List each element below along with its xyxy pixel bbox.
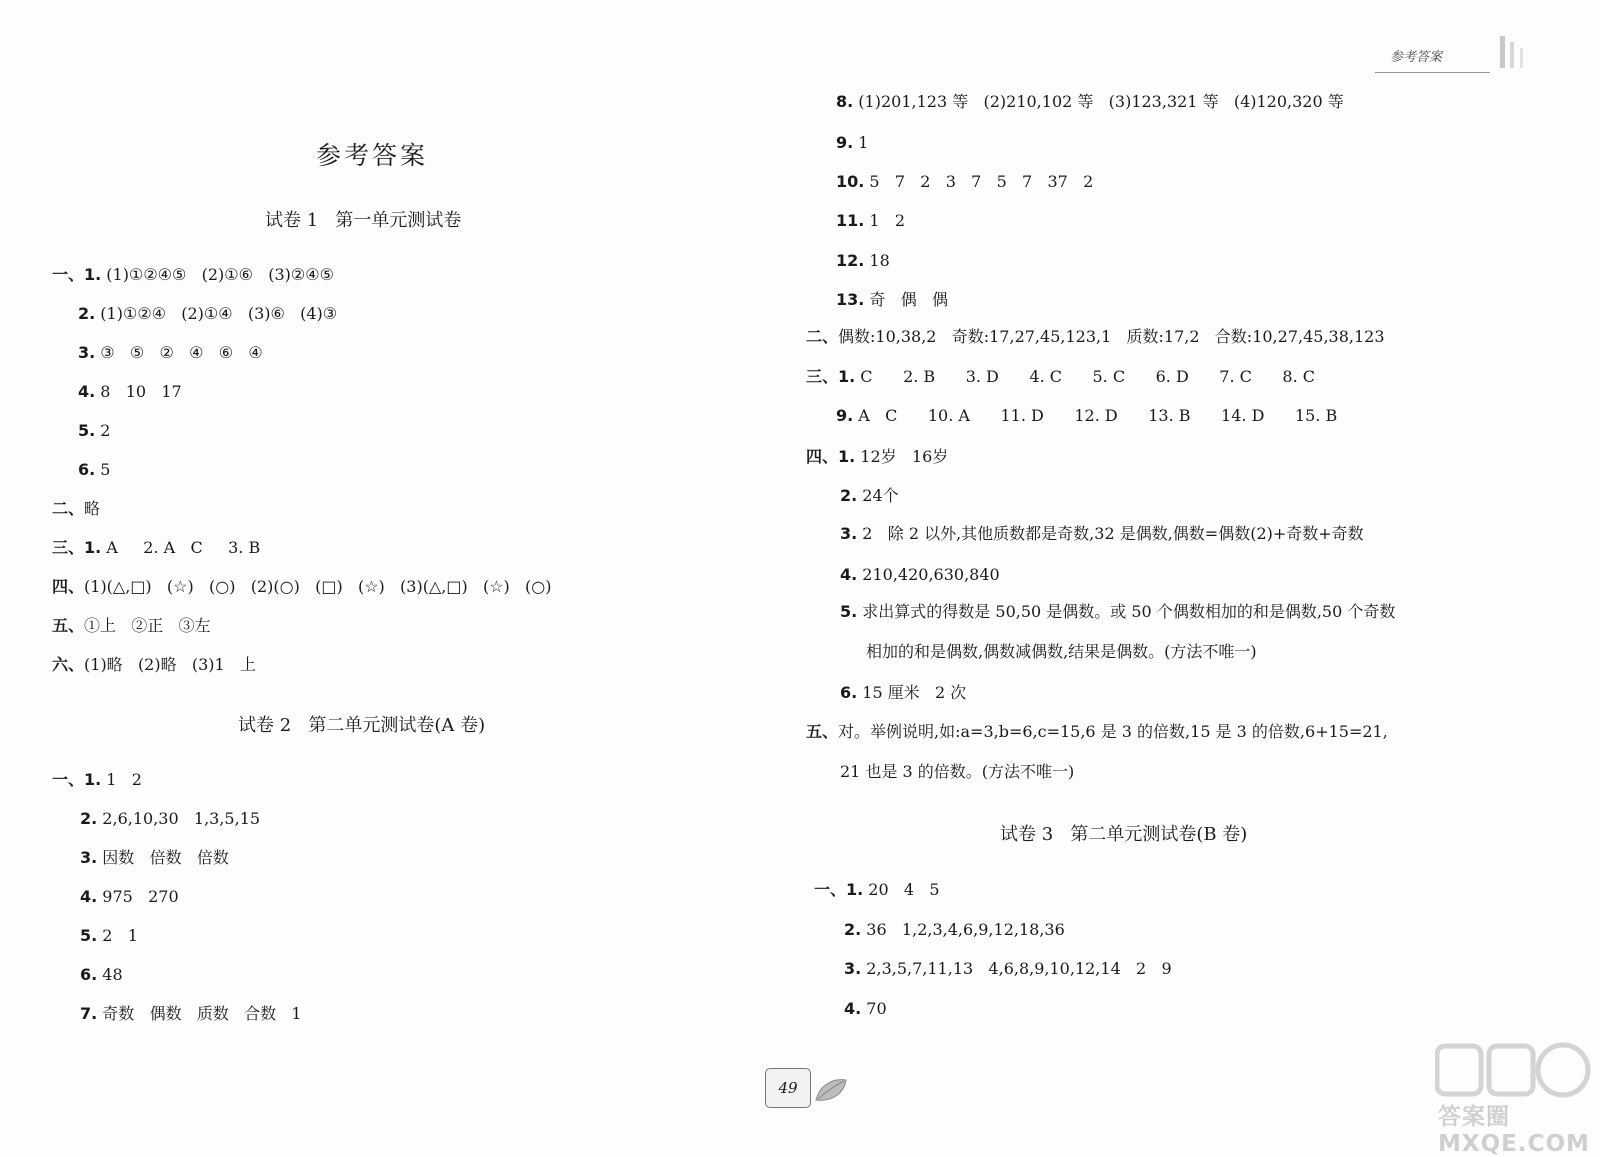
answer-line: 5. 2 1 bbox=[80, 926, 138, 945]
answer-line: 一、1. 20 4 5 bbox=[814, 880, 940, 899]
answer-line: 4. 70 bbox=[844, 999, 887, 1018]
answer-line: 2. (1)①②④ (2)①④ (3)⑥ (4)③ bbox=[78, 304, 338, 323]
section-title-3: 试卷 3 第二单元测试卷(B 卷) bbox=[1000, 824, 1248, 845]
answer-line: 3. 2 除 2 以外,其他质数都是奇数,32 是偶数,偶数=偶数(2)+奇数+奇数 bbox=[840, 524, 1364, 543]
answer-line: 四、1. 12岁 16岁 bbox=[806, 447, 949, 466]
answer-line: 二、略 bbox=[52, 499, 101, 518]
header-rule bbox=[1375, 72, 1490, 73]
answer-line: 2. 36 1,2,3,4,6,9,12,18,36 bbox=[844, 920, 1065, 939]
header-decoration-icon bbox=[1496, 34, 1536, 70]
answer-line: 二、偶数:10,38,2 奇数:17,27,45,123,1 质数:17,2 合数:10,27,45,38,123 bbox=[806, 327, 1385, 346]
answer-line: 2. 2,6,10,30 1,3,5,15 bbox=[80, 809, 261, 828]
answer-line: 9. 1 bbox=[836, 133, 869, 152]
answer-line: 6. 48 bbox=[80, 965, 123, 984]
answer-line: 4. 8 10 17 bbox=[78, 382, 182, 401]
answer-line: 10. 5 7 2 3 7 5 7 37 2 bbox=[836, 172, 1094, 191]
answer-line: 4. 975 270 bbox=[80, 887, 179, 906]
page-number: 49 bbox=[765, 1068, 811, 1108]
answer-line: 7. 奇数 偶数 质数 合数 1 bbox=[80, 1004, 302, 1023]
page-title: 参考答案 bbox=[316, 141, 429, 170]
answer-line: 6. 15 厘米 2 次 bbox=[840, 683, 967, 702]
section-title-1: 试卷 1 第一单元测试卷 bbox=[265, 210, 462, 231]
answer-line: 3. ③ ⑤ ② ④ ⑥ ④ bbox=[78, 343, 263, 362]
running-header: 参考答案 bbox=[1390, 50, 1443, 65]
answer-line: 8. (1)201,123 等 (2)210,102 等 (3)123,321 等 (4)120,320 等 bbox=[836, 92, 1344, 111]
answer-line: 3. 2,3,5,7,11,13 4,6,8,9,10,12,14 2 9 bbox=[844, 959, 1172, 978]
answer-line: 三、1. C 2. B 3. D 4. C 5. C 6. D 7. C 8. C bbox=[806, 367, 1315, 386]
leaf-icon bbox=[814, 1076, 848, 1104]
answer-line: 五、①上 ②正 ③左 bbox=[52, 616, 211, 635]
answer-line: 三、1. A 2. A C 3. B bbox=[52, 538, 261, 557]
answer-line: 4. 210,420,630,840 bbox=[840, 565, 1000, 584]
answer-line: 5. 2 bbox=[78, 421, 111, 440]
answer-line: 2. 24个 bbox=[840, 486, 899, 505]
answer-line: 四、(1)(△,□) (☆) (○) (2)(○) (□) (☆) (3)(△,□) (☆) (○) bbox=[52, 577, 552, 596]
answer-line: 21 也是 3 的倍数。(方法不唯一) bbox=[840, 762, 1075, 781]
section-title-2: 试卷 2 第二单元测试卷(A 卷) bbox=[238, 715, 486, 736]
answer-line: 一、1. 1 2 bbox=[52, 770, 142, 789]
answer-line: 3. 因数 倍数 倍数 bbox=[80, 848, 229, 867]
answer-line: 五、对。举例说明,如:a=3,b=6,c=15,6 是 3 的倍数,15 是 3 的倍数,6+15=21, bbox=[806, 722, 1388, 741]
answer-line: 6. 5 bbox=[78, 460, 111, 479]
answer-line: 六、(1)略 (2)略 (3)1 上 bbox=[52, 655, 256, 674]
answer-line: 相加的和是偶数,偶数减偶数,结果是偶数。(方法不唯一) bbox=[866, 642, 1257, 661]
watermark-text: 答案圈 MXQE.COM bbox=[1438, 1104, 1590, 1157]
answer-line: 13. 奇 偶 偶 bbox=[836, 290, 948, 309]
answer-line: 9. A C 10. A 11. D 12. D 13. B 14. D 15. B bbox=[836, 406, 1338, 425]
answer-line: 5. 求出算式的得数是 50,50 是偶数。或 50 个偶数相加的和是偶数,50 个奇数 bbox=[840, 602, 1396, 621]
answer-line: 一、1. (1)①②④⑤ (2)①⑥ (3)②④⑤ bbox=[52, 265, 334, 284]
answer-line: 11. 1 2 bbox=[836, 211, 906, 230]
answer-line: 12. 18 bbox=[836, 251, 890, 270]
